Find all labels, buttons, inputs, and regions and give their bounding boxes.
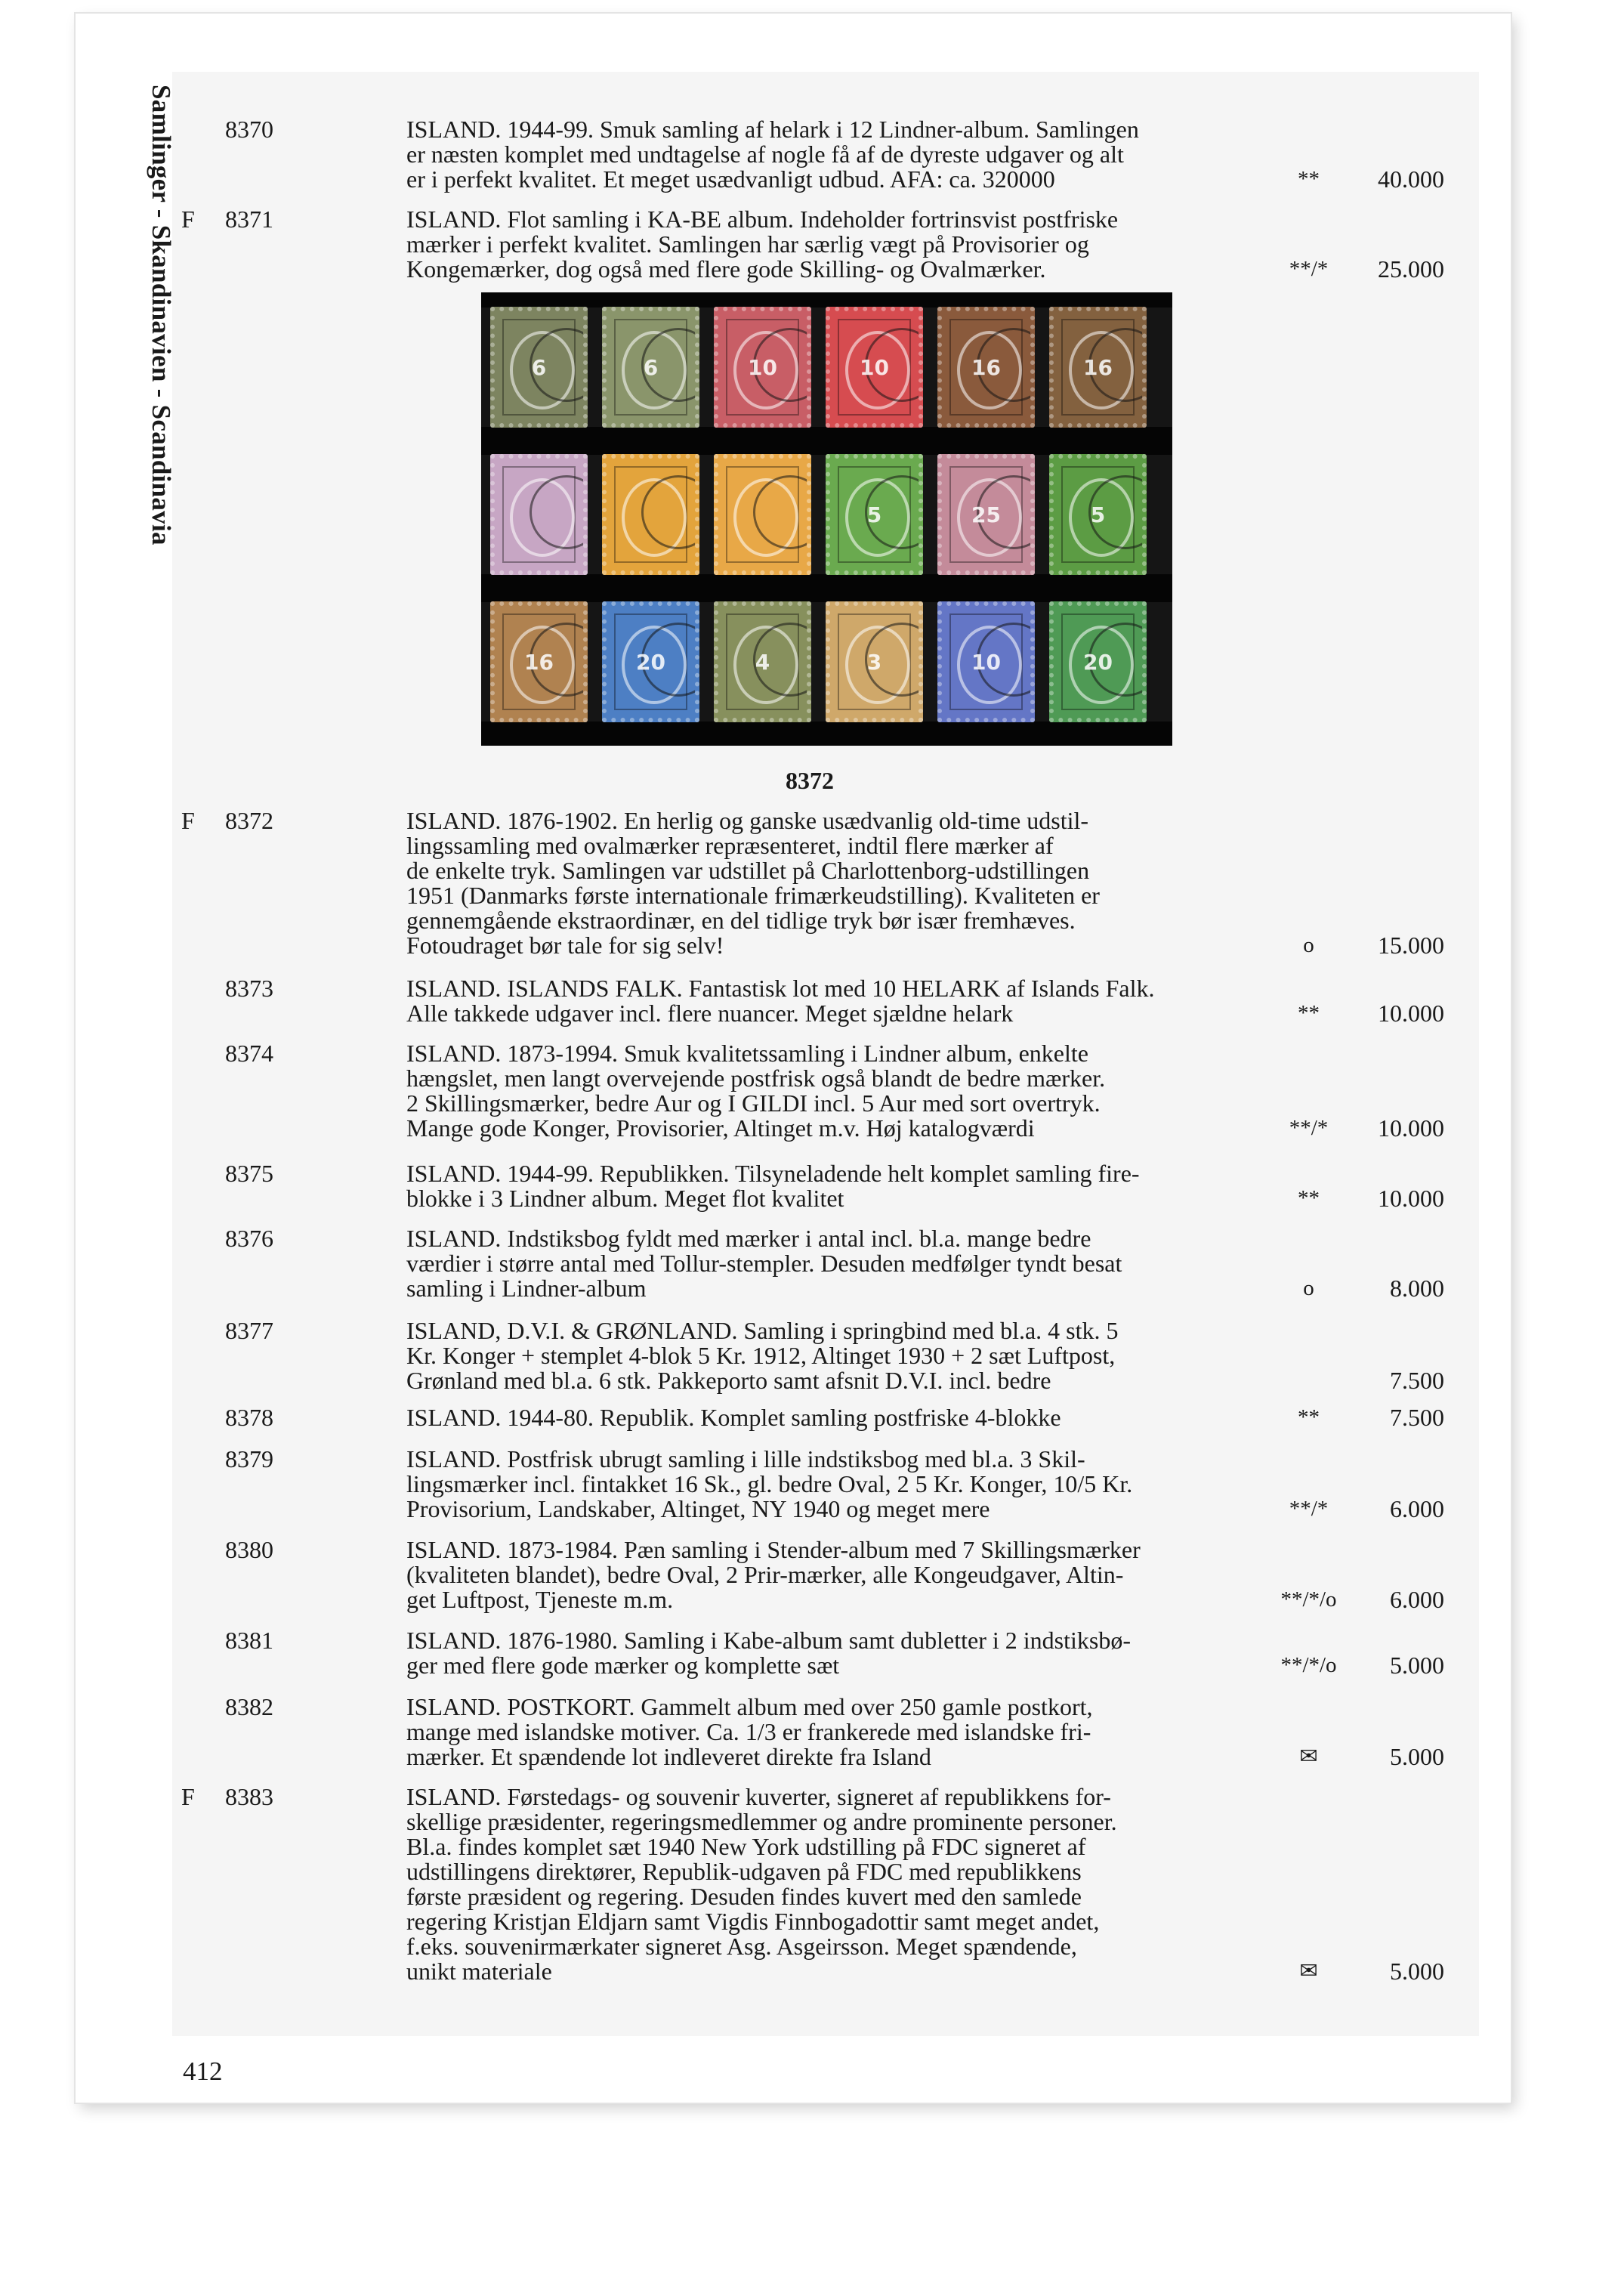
section-sidebar-title: Samlinger - Skandinavien - Scandinavia [147,85,176,545]
lot-condition: o [1303,933,1314,957]
stamp [602,307,699,428]
lot-description: ISLAND. 1873-1994. Smuk kvalitetssamling i Lindner album, enkelte hængslet, men langt overvejende postfrisk også blandt de bedre mærker. 2 Skillingsmærker, bedre Aur og I GILDI incl. 5 Aur med sort overtryk. Mange gode Konger, Provisorier, Altinget m.v. Høj katalogværdi [406,1040,1106,1142]
lot-description: ISLAND. POSTKORT. Gammelt album med over 250 gamle postkort, mange med islandske motiver. Ca. 1/3 er frankerede med islandske fri- mærker. Et spændende lot indleveret direkte fra Island [406,1693,1093,1770]
lot-number: 8375 [225,1160,273,1187]
lot-number: 8378 [225,1404,273,1431]
stamp-value: 20 [636,650,665,675]
lot-description: ISLAND. Indstiksbog fyldt med mærker i antal incl. bl.a. mange bedre værdier i større antal med Tollur-stempler. Desuden medfølger tyndt besat samling i Lindner-album [406,1225,1122,1302]
stamp [1049,454,1147,575]
stamp-value: 25 [971,502,1001,527]
lot-number: 8370 [225,116,273,143]
lot-description: ISLAND. ISLANDS FALK. Fantastisk lot med 10 HELARK af Islands Falk. Alle takkede udgaver incl. flere nuancer. Meget sjældne helark [406,975,1155,1027]
lot-number: 8380 [225,1536,273,1563]
lot-price: 5.000 [1390,1652,1444,1679]
stamp-value: 16 [524,650,554,675]
lot-price: 7.500 [1390,1367,1444,1394]
stamp-value: 3 [866,650,882,675]
lot-condition: **/*/o [1280,1587,1337,1612]
lot-description: ISLAND. Flot samling i KA-BE album. Indeholder fortrinsvist postfriske mærker i perfekt kvalitet. Samlingen har særlig vægt på Provisorier og Kongemærker, dog også med flere gode Skilling- og Ovalmærker. [406,206,1119,283]
lot-number: 8374 [225,1040,273,1067]
lot-condition: ** [1298,1001,1320,1025]
lot-price: 7.500 [1390,1404,1444,1431]
stamp [490,601,588,722]
stamp-value: 6 [643,355,659,380]
lot-entry [166,976,1465,1026]
lot-entry [166,1226,1465,1301]
lot-entry [166,117,1465,192]
stamp [714,454,811,575]
lot-number: 8377 [225,1317,273,1344]
stamp [490,454,588,575]
stamp-value: 4 [755,650,770,675]
lot-entry [166,1161,1465,1211]
lot-price: 6.000 [1390,1586,1444,1613]
lot-description: ISLAND. 1944-99. Republikken. Tilsyneladende helt komplet samling fire- blokke i 3 Lindner album. Meget flot kvalitet [406,1160,1140,1212]
lot-entry [166,1405,1465,1430]
stamp-photo-plate [481,292,1172,746]
lot-number: 8381 [225,1627,273,1654]
stamp [937,601,1035,722]
lot-price: 5.000 [1390,1743,1444,1770]
stamp [602,454,699,575]
lot-condition: **/* [1289,1497,1329,1521]
lot-condition: ✉ [1299,1959,1318,1983]
lot-description: ISLAND. Førstedags- og souvenir kuverter, signeret af republikkens for- skellige præsidenter, regeringsmedlemmer og andre prominente personer. Bl.a. findes komplet sæt 1940 New York udstilling på FDC signeret af udstillingens direktører, Republik-udgaven på FDC med republikkens første præsident og regering. Desuden findes kuvert med den samlede regering Kristjan Eldjarn samt Vigdis Finnbogadottir samt meget andet, f.eks. souvenirmærkater signeret Asg. Asgeirsson. Meget spændende, unikt materiale [406,1783,1117,1985]
lot-description: ISLAND, D.V.I. & GRØNLAND. Samling i springbind med bl.a. 4 stk. 5 Kr. Konger + stemplet 4-blok 5 Kr. 1912, Altinget 1930 + 2 sæt Luftpost, Grønland med bl.a. 6 stk. Pakkeporto samt afsnit D.V.I. incl. bedre [406,1317,1119,1394]
stamp-value: 5 [866,502,882,527]
stamp-value: 10 [860,355,889,380]
lot-entry [166,1695,1465,1769]
lot-number: 8372 [225,807,273,834]
lot-entry [166,1785,1465,1984]
stamp-value: 20 [1083,650,1113,675]
stamp [602,601,699,722]
lot-number: 8382 [225,1693,273,1720]
lot-flag: F [181,206,195,233]
stamp [826,307,923,428]
lot-price: 8.000 [1390,1275,1444,1302]
stamp-value: 10 [971,650,1001,675]
stamp-value: 10 [748,355,777,380]
lot-number: 8379 [225,1445,273,1473]
lot-entry [166,1318,1465,1393]
stamp [937,307,1035,428]
lot-number: 8371 [225,206,273,233]
lot-number: 8373 [225,975,273,1002]
stamp-value: 5 [1090,502,1106,527]
lot-flag: F [181,1783,195,1810]
stamp [1049,307,1147,428]
lot-entry [166,207,1465,282]
lot-condition: **/* [1289,1116,1329,1140]
lot-price: 10.000 [1378,1185,1444,1212]
lot-price: 10.000 [1378,1114,1444,1142]
lot-price: 25.000 [1378,255,1444,283]
stamp-value: 16 [971,355,1001,380]
lot-condition: **/*/o [1280,1653,1337,1677]
lot-flag: F [181,807,195,834]
lot-price: 5.000 [1390,1958,1444,1985]
lot-description: ISLAND. 1873-1984. Pæn samling i Stender-album med 7 Skillingsmærker (kvaliteten blandet), bedre Oval, 2 Prir-mærker, alle Kongeudgaver, Altin- get Luftpost, Tjeneste m.m. [406,1536,1141,1613]
lot-condition: ✉ [1299,1744,1318,1769]
lot-entry [166,1041,1465,1141]
lot-price: 10.000 [1378,1000,1444,1027]
lot-price: 15.000 [1378,932,1444,959]
stamp-value: 6 [531,355,547,380]
lot-condition: ** [1298,1405,1320,1429]
lot-number: 8383 [225,1783,273,1810]
stamp [826,601,923,722]
lot-number: 8376 [225,1225,273,1252]
lot-entry [166,1447,1465,1522]
lot-price: 40.000 [1378,165,1444,193]
plate-caption: 8372 [786,767,834,794]
stamp [714,601,811,722]
lot-entry [166,1537,1465,1612]
lot-entry [166,1628,1465,1678]
stamp [826,454,923,575]
stamp [1049,601,1147,722]
lot-description: ISLAND. 1944-80. Republik. Komplet samling postfriske 4-blokke [406,1404,1061,1431]
lot-description: ISLAND. Postfrisk ubrugt samling i lille indstiksbog med bl.a. 3 Skil- lingsmærker incl. fintakket 16 Sk., gl. bedre Oval, 2 5 Kr. Konger, 10/5 Kr. Provisorium, Landskaber, Altinget, NY 1940 og meget mere [406,1445,1133,1522]
lot-price: 6.000 [1390,1495,1444,1522]
lot-condition: ** [1298,167,1320,191]
stamp [937,454,1035,575]
lot-description: ISLAND. 1876-1902. En herlig og ganske usædvanlig old-time udstil- lingssamling med ovalmærker repræsenteret, indtil flere mærker af de enkelte tryk. Samlingen var udstillet på Charlottenborg-udstillingen 1951 (Danmarks første internationale frimærkeudstilling). Kvaliteten er gennemgående ekstraordinær, en del tidlige tryk bør især fremhæves. Fotoudraget bør tale for sig selv! [406,807,1100,959]
stamp [714,307,811,428]
lot-condition: ** [1298,1186,1320,1210]
stamp-value: 16 [1083,355,1113,380]
lot-condition: o [1303,1276,1314,1300]
stamp [490,307,588,428]
lot-description: ISLAND. 1944-99. Smuk samling af helark i 12 Lindner-album. Samlingen er næsten komplet med undtagelse af nogle få af de dyreste udgaver og alt er i perfekt kvalitet. Et meget usædvanligt udbud. AFA: ca. 320000 [406,116,1139,193]
lot-condition: **/* [1289,257,1329,281]
lot-entry [166,808,1465,958]
page-number: 412 [183,2057,223,2086]
lot-description: ISLAND. 1876-1980. Samling i Kabe-album samt dubletter i 2 indstiksbø- ger med flere gode mærker og komplette sæt [406,1627,1131,1679]
